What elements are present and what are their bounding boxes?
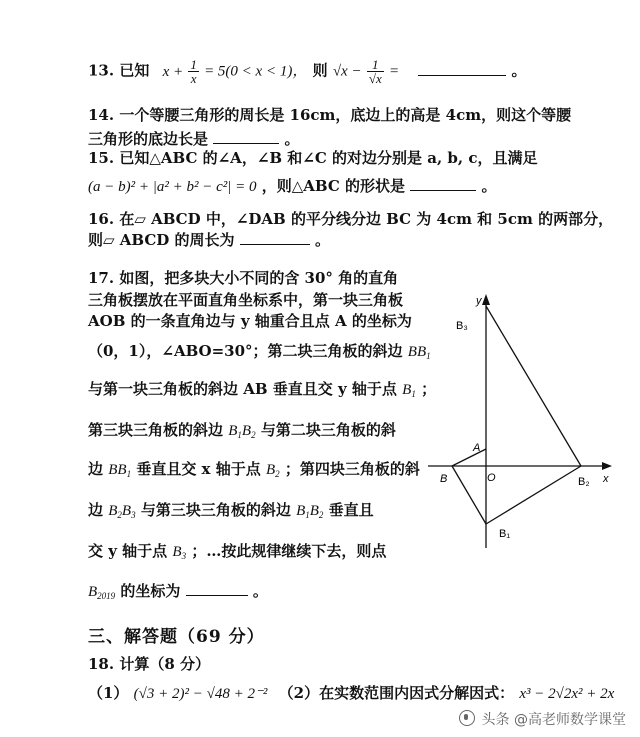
- question-15-line-1: 15. 已知△ABC 的∠A，∠B 和∠C 的对边分别是 a, b, c，且满足: [88, 149, 538, 167]
- q17-l8-a: 边: [88, 501, 104, 519]
- q17-l4-BB1: $BB_1$: [407, 344, 431, 361]
- question-14-line-1: 14. 一个等腰三角形的周长是 16cm，底边上的高是 4cm，则这个等腰: [88, 106, 572, 124]
- question-17-line-3: AOB 的一条直角边与 y 轴重合且点 A 的坐标为: [88, 312, 412, 330]
- q17-l5-end: ；: [421, 380, 437, 398]
- segment-B-A: [452, 449, 486, 466]
- segment-B-B1: [452, 466, 486, 524]
- q17-l8-B2B3: $B_2B_3$: [108, 503, 136, 520]
- q17-l10-end: 。: [252, 582, 268, 600]
- section-3-title: 三、解答题（69 分）: [88, 627, 265, 647]
- q17-l8-B1B2: $B_1B_2$: [296, 503, 324, 520]
- q13-then: 则: [312, 61, 328, 80]
- q13-end: 。: [511, 61, 527, 80]
- label-B3: B₃: [456, 320, 468, 332]
- q13-prefix: 13. 已知: [88, 61, 150, 80]
- label-O: O: [487, 472, 496, 484]
- q17-l9-c: ；…按此规律继续下去，则点: [191, 542, 387, 560]
- q16-end: 。: [315, 231, 331, 249]
- label-B1: B₁: [499, 528, 511, 540]
- q17-l7-B2: $B_2$: [265, 462, 280, 479]
- q18-part1-label: （1）: [88, 684, 129, 702]
- q17-l5-B1: $B_1$: [402, 382, 416, 399]
- label-y: y: [476, 295, 482, 307]
- watermark-text: 头条 @高老师数学课堂: [481, 712, 626, 728]
- q18-part1-expr: (√3 + 2)² − √48 + 2⁻²: [133, 686, 268, 702]
- watermark: [457, 709, 626, 729]
- q17-l5-text: 与第一块三角板的斜边 AB 垂直且交 y 轴于点: [88, 380, 397, 398]
- y-axis-arrow: [482, 294, 490, 305]
- label-x: x: [603, 473, 609, 485]
- q17-l7-e: ；第四块三角板的斜: [284, 460, 420, 478]
- q13-eq: =: [388, 63, 400, 80]
- q17-l10-c: 的坐标为: [120, 582, 181, 600]
- segment-B2-B3: [486, 306, 581, 466]
- question-18-parts: [88, 682, 614, 703]
- q17-l6-rest: 与第二块三角板的斜: [260, 421, 396, 439]
- label-B: B: [440, 473, 448, 485]
- q17-l7-BB1: $BB_1$: [108, 462, 132, 479]
- q13-expr-b: = 5(0 < x < 1)，: [204, 63, 308, 80]
- q13-frac-den: x: [190, 71, 197, 86]
- user-icon: [459, 710, 475, 726]
- q17-l6-text: 第三块三角板的斜边: [88, 421, 224, 439]
- q13-frac2-num: 1: [367, 58, 384, 72]
- q18-part2-label: （2）在实数范围内因式分解因式：: [278, 684, 515, 702]
- q13-frac2-den: √x: [368, 71, 382, 86]
- q17-l8-g: 垂直且: [328, 501, 374, 519]
- q17-l10-B2019: $B_{2019}$: [88, 584, 116, 601]
- q17-l9-a: 交 y 轴于点: [88, 542, 168, 560]
- q17-l7-a: 边: [88, 460, 104, 478]
- segment-B1-B2: [486, 466, 581, 524]
- label-B2: B₂: [578, 476, 590, 488]
- q17-l6-B1B2: $B_1B_2$: [228, 423, 256, 440]
- q17-l8-d: 与第三块三角板的斜边: [140, 501, 291, 519]
- q13-frac-num: 1: [190, 57, 197, 72]
- q16-line2-text: 则▱ ABCD 的周长为: [88, 231, 235, 249]
- q15-expr: (a − b)² + |a² + b² − c²| = 0: [88, 179, 257, 195]
- q13-expr-a: x +: [162, 63, 184, 80]
- q17-l7-c: 垂直且交 x 轴于点: [136, 460, 261, 478]
- q18-part2-expr: x³ − 2√2x² + 2x: [519, 686, 615, 702]
- q17-l4-text: （0，1），∠ABO=30°；第二块三角板的斜边: [88, 342, 403, 360]
- question-18-title: 18. 计算（8 分）: [88, 655, 210, 673]
- question-17-line-1: 17. 如图，把多块大小不同的含 30° 角的直角: [88, 269, 399, 287]
- x-axis-arrow: [602, 462, 612, 470]
- q15-line2-text: ，则△ABC 的形状是: [261, 177, 406, 195]
- q17-l9-B3: $B_3$: [172, 544, 187, 561]
- q15-end: 。: [481, 177, 497, 195]
- label-A: A: [473, 442, 481, 454]
- q14-end: 。: [284, 130, 300, 148]
- question-16-line-1: 16. 在▱ ABCD 中，∠DAB 的平分线分边 BC 为 4cm 和 5cm 的两部分，: [88, 210, 614, 228]
- question-17-line-2: 三角板摆放在平面直角坐标系中，第一块三角板: [88, 291, 404, 309]
- q14-line2-text: 三角形的底边长是: [88, 130, 209, 148]
- q13-expr-c: √x −: [332, 63, 362, 80]
